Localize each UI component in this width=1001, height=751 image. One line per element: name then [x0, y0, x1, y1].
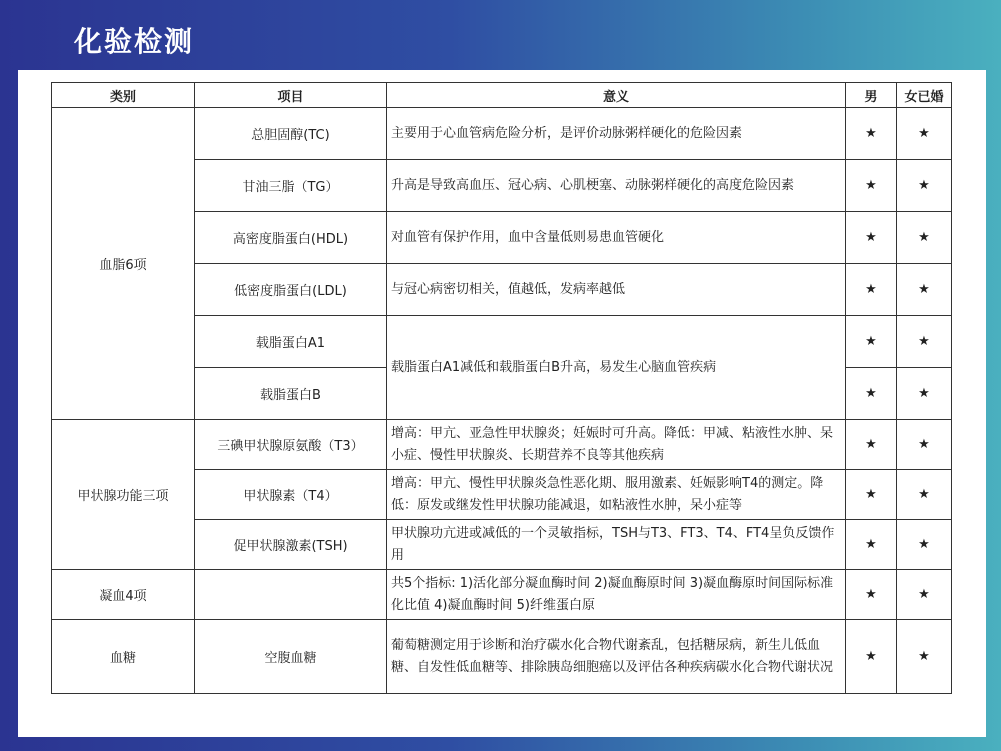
category-cell: 甲状腺功能三项: [52, 420, 195, 570]
meaning-cell: 葡萄糖测定用于诊断和治疗碳水化合物代谢紊乱，包括糖尿病，新生儿低血糖、自发性低血糖等、排除胰岛细胞癌以及评估各种疾病碳水化合物代谢状况: [387, 620, 846, 694]
category-cell: 血糖: [52, 620, 195, 694]
female-star: ★: [897, 316, 952, 368]
meaning-cell: 共5个指标: 1)活化部分凝血酶时间 2)凝血酶原时间 3)凝血酶原时间国际标准化比值 4)凝血酶时间 5)纤维蛋白原: [387, 570, 846, 620]
category-cell: 血脂6项: [52, 108, 195, 420]
item-cell: 甲状腺素（T4）: [195, 470, 387, 520]
male-star: ★: [846, 212, 897, 264]
female-star: ★: [897, 520, 952, 570]
item-cell: 载脂蛋白A1: [195, 316, 387, 368]
female-star: ★: [897, 212, 952, 264]
meaning-cell: 升高是导致高血压、冠心病、心肌梗塞、动脉粥样硬化的高度危险因素: [387, 160, 846, 212]
male-star: ★: [846, 316, 897, 368]
table-row: [52, 108, 952, 160]
male-star: ★: [846, 108, 897, 160]
item-cell: 空腹血糖: [195, 620, 387, 694]
female-star: ★: [897, 264, 952, 316]
lab-tests-table: [51, 82, 952, 694]
meaning-cell: 增高：甲亢、亚急性甲状腺炎；妊娠时可升高。降低：甲减、粘液性水肿、呆小症、慢性甲状腺炎、长期营养不良等其他疾病: [387, 420, 846, 470]
female-star: ★: [897, 368, 952, 420]
table-row: [52, 420, 952, 470]
table-header-row: [52, 83, 952, 108]
table-row: [52, 620, 952, 694]
item-cell: 载脂蛋白B: [195, 368, 387, 420]
content-panel: [18, 70, 986, 737]
female-star: ★: [897, 108, 952, 160]
header-meaning: 意义: [387, 83, 846, 108]
male-star: ★: [846, 620, 897, 694]
male-star: ★: [846, 520, 897, 570]
item-cell: 总胆固醇(TC): [195, 108, 387, 160]
item-cell: 低密度脂蛋白(LDL): [195, 264, 387, 316]
male-star: ★: [846, 470, 897, 520]
female-star: ★: [897, 420, 952, 470]
meaning-cell: 与冠心病密切相关，值越低，发病率越低: [387, 264, 846, 316]
male-star: ★: [846, 420, 897, 470]
header-category: 类别: [52, 83, 195, 108]
table-row: [52, 570, 952, 620]
meaning-cell: 增高：甲亢、慢性甲状腺炎急性恶化期、服用激素、妊娠影响T4的测定。降低：原发或继发性甲状腺功能减退，如粘液性水肿，呆小症等: [387, 470, 846, 520]
item-cell: [195, 570, 387, 620]
female-star: ★: [897, 620, 952, 694]
header-male: 男: [846, 83, 897, 108]
category-cell: 凝血4项: [52, 570, 195, 620]
female-star: ★: [897, 570, 952, 620]
male-star: ★: [846, 368, 897, 420]
meaning-cell: 甲状腺功亢进或减低的一个灵敏指标，TSH与T3、FT3、T4、FT4呈负反馈作用: [387, 520, 846, 570]
meaning-cell: 载脂蛋白A1减低和载脂蛋白B升高，易发生心脑血管疾病: [387, 316, 846, 420]
item-cell: 甘油三脂（TG）: [195, 160, 387, 212]
page-title: 化验检测: [74, 25, 195, 58]
meaning-cell: 对血管有保护作用，血中含量低则易患血管硬化: [387, 212, 846, 264]
female-star: ★: [897, 470, 952, 520]
male-star: ★: [846, 570, 897, 620]
meaning-cell: 主要用于心血管病危险分析，是评价动脉粥样硬化的危险因素: [387, 108, 846, 160]
item-cell: 高密度脂蛋白(HDL): [195, 212, 387, 264]
header-item: 项目: [195, 83, 387, 108]
male-star: ★: [846, 160, 897, 212]
item-cell: 三碘甲状腺原氨酸（T3）: [195, 420, 387, 470]
female-star: ★: [897, 160, 952, 212]
item-cell: 促甲状腺激素(TSH): [195, 520, 387, 570]
male-star: ★: [846, 264, 897, 316]
header-married-female: 女已婚: [897, 83, 952, 108]
